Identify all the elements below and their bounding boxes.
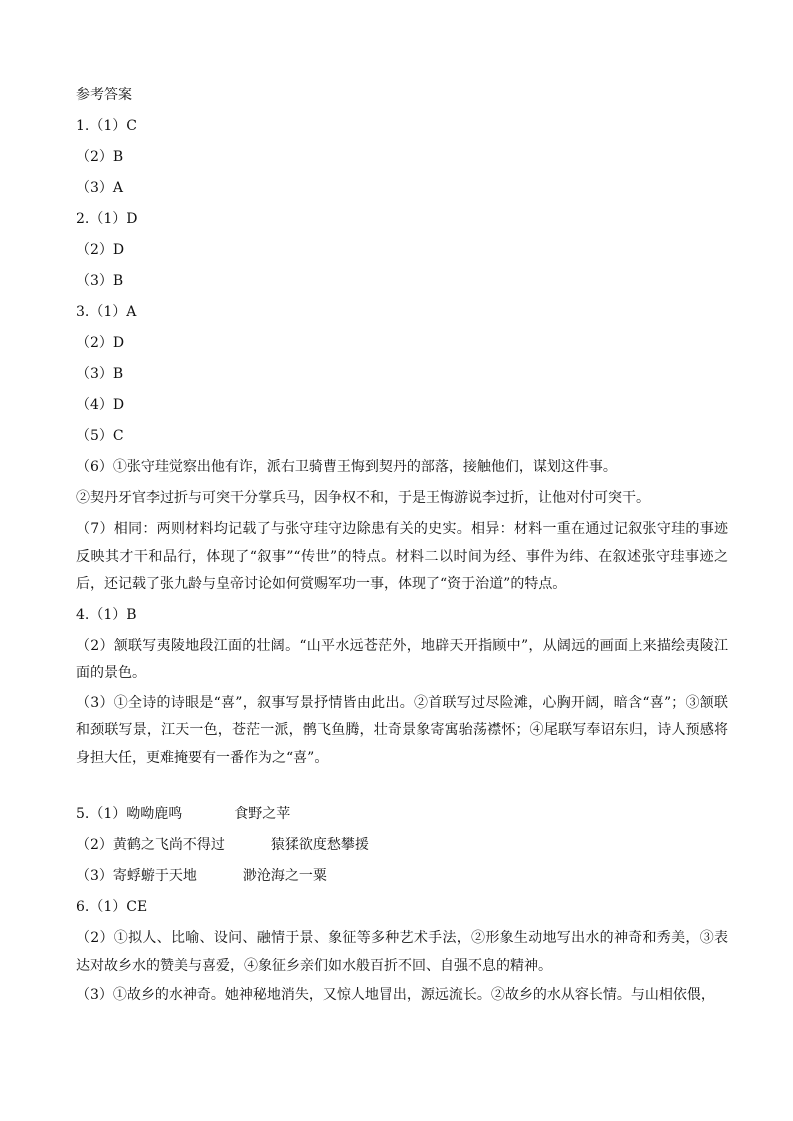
- answer-q2-2: （2）D: [76, 242, 125, 258]
- answer-q4-1: 4.（1）B: [76, 606, 137, 623]
- doc-title: 参考答案: [76, 87, 132, 103]
- answer-q3-6a: （6）①张守珪觉察出他有诈，派右卫骑曹王悔到契丹的部落，接触他们，谋划这件事。: [76, 459, 617, 475]
- answer-q5-1-first: 5.（1）呦呦鹿鸣: [76, 806, 183, 822]
- answer-q4-2: （2）颔联写夷陵地段江面的壮阔。“山平水远苍茫外，地辟天开指顾中”，从阔远的画面上来描绘夷陵江面的景色。: [76, 637, 728, 681]
- answer-q5-1: [76, 799, 728, 830]
- answer-q5-2-first: （2）黄鹤之飞尚不得过: [76, 837, 225, 853]
- answer-q3-2: （2）D: [76, 335, 125, 351]
- answer-q4-3: （3）①全诗的诗眼是“喜”，叙事写景抒情皆由此出。②首联写过尽险滩，心胸开阔，暗含“喜”；③颔联和颈联写景，江天一色，苍茫一派，鹘飞鱼腾，壮奇景象寄寓骀荡襟怀；④尾联写奉诏东归，诗人预感将身担大任，更难掩要有一番作为之“喜”。: [76, 694, 728, 766]
- answer-q5-1-second: 食野之苹: [234, 806, 291, 822]
- answer-q3-4: （4）D: [76, 397, 125, 413]
- spacer: [76, 773, 728, 799]
- answer-q5-3-second: 渺沧海之一粟: [242, 868, 327, 884]
- answer-q2-1: 2.（1）D: [76, 211, 138, 227]
- answer-q5-3-first: （3）寄蜉蝣于天地: [76, 868, 197, 884]
- answer-q5-2-second: 猿猱欲度愁攀援: [270, 837, 369, 853]
- answer-q2-3: （3）B: [76, 273, 124, 289]
- answer-q1-1: 1.（1）C: [76, 118, 137, 134]
- answer-document: [76, 80, 728, 1011]
- answer-q3-7: （7）相同：两则材料均记载了与张守珪守边除患有关的史实。相异：材料一重在通过记叙张守珪的事迹反映其才干和品行，体现了“叙事”“传世”的特点。材料二以时间为经、事件为纬、在叙述张守珪事迹之后，还记载了张九龄与皇帝讨论如何赏赐军功一事，体现了“资于治道”的特点。: [76, 521, 728, 592]
- answer-q3-3: （3）B: [76, 366, 124, 382]
- answer-q3-5: （5）C: [76, 428, 124, 444]
- answer-q3-1: 3.（1）A: [76, 304, 137, 320]
- answer-q5-3: [76, 861, 728, 892]
- answer-q1-2: （2）B: [76, 149, 124, 165]
- answer-q5-2: [76, 830, 728, 861]
- answer-q6-2: （2）①拟人、比喻、设问、融情于景、象征等多种艺术手法，②形象生动地写出水的神奇和秀美，③表达对故乡水的赞美与喜爱，④象征乡亲们如水般百折不回、自强不息的精神。: [76, 930, 728, 974]
- answer-q1-3: （3）A: [76, 180, 124, 196]
- answer-q6-1: 6.（1）CE: [76, 899, 148, 915]
- answer-q3-6b: ②契丹牙官李过折与可突干分掌兵马，因争权不和，于是王悔游说李过折，让他对付可突干。: [76, 490, 650, 506]
- answer-q6-3: （3）①故乡的水神奇。她神秘地消失，又惊人地冒出，源远流长。②故乡的水从容长情。与山相依偎，: [76, 987, 715, 1003]
